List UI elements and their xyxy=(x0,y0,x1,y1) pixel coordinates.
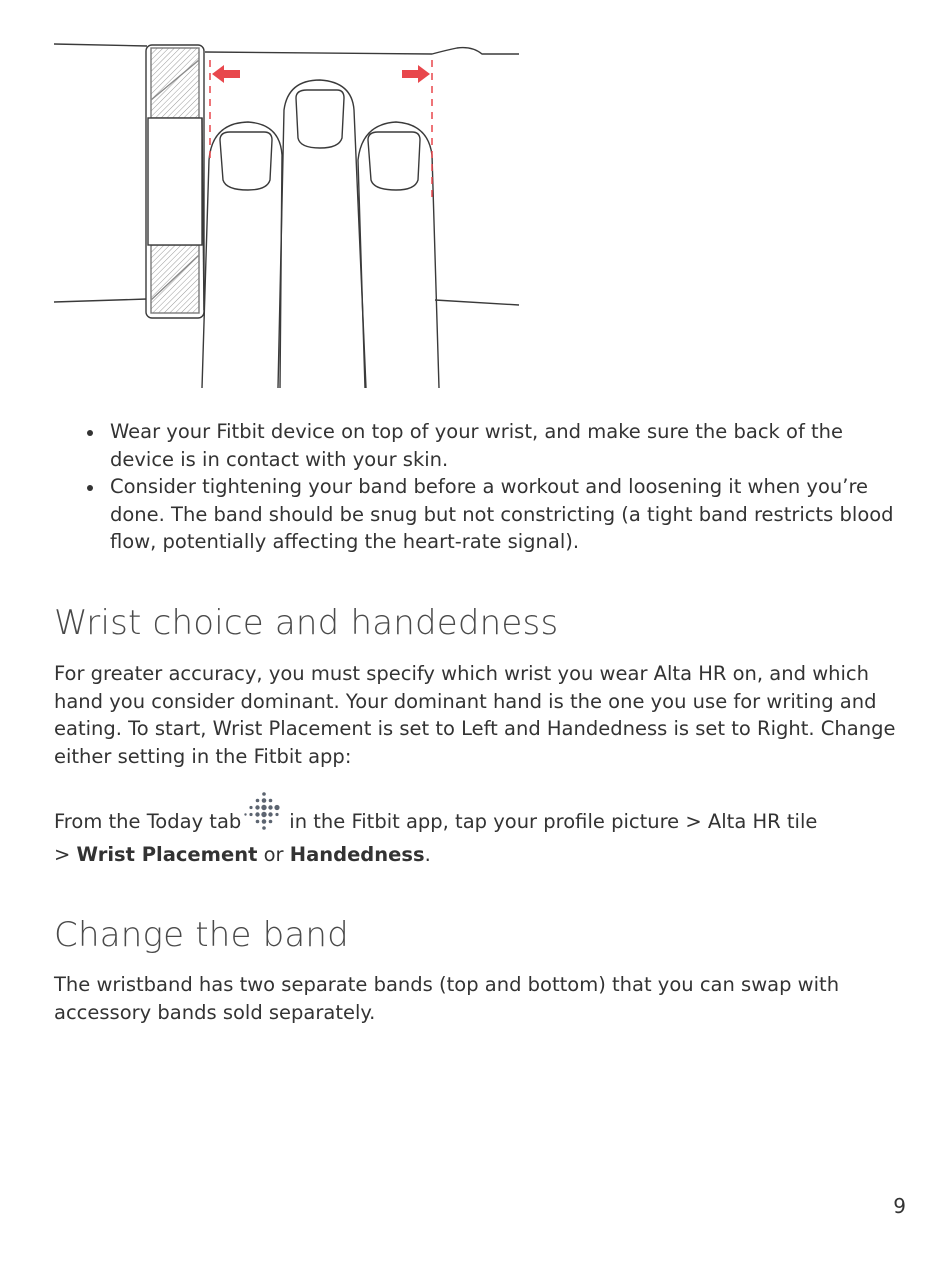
list-item xyxy=(84,473,904,556)
list-item-text: Consider tightening your band before a workout and loosening it when you’re done. The band should be snug but not constricting (a tight band restricts blood flow, potentially affecting the heart-rate signal). xyxy=(110,475,894,553)
wrist-setting-instruction xyxy=(54,790,904,869)
wrist-placement-illustration xyxy=(52,40,522,392)
instruction-middle: in the Fitbit app, tap your profile picture > Alta HR tile xyxy=(289,810,818,833)
bullet-icon xyxy=(87,485,93,491)
right-arrow-icon xyxy=(402,65,430,83)
list-item-text: Wear your Fitbit device on top of your wrist, and make sure the back of the device is in contact with your skin. xyxy=(110,420,844,471)
wrist-choice-paragraph: For greater accuracy, you must specify which wrist you wear Alta HR on, and which hand you consider dominant. Your dominant hand is the one you use for writing and eating. To start, Wrist Placement is set to Left and Handedness is set to Right. Change either setting in the Fitbit app: xyxy=(54,662,896,768)
instruction-gt: > xyxy=(54,843,71,866)
section-heading-wrist-choice: Wrist choice and handedness xyxy=(54,603,559,643)
list-item xyxy=(84,418,904,473)
fitbit-dots-icon xyxy=(243,790,285,832)
handedness-setting: Handedness xyxy=(289,843,425,866)
page-number: 9 xyxy=(893,1194,906,1218)
bullet-icon xyxy=(87,430,93,436)
period: . xyxy=(424,843,431,866)
left-arrow-icon xyxy=(212,65,240,83)
change-band-paragraph: The wristband has two separate bands (top and bottom) that you can swap with accessory bands sold separately. xyxy=(54,973,840,1024)
instruction-prefix: From the Today tab xyxy=(54,810,242,833)
section-heading-change-band: Change the band xyxy=(54,915,349,955)
wrist-placement-setting: Wrist Placement xyxy=(76,843,258,866)
or-text: or xyxy=(263,843,284,866)
tips-list xyxy=(84,418,904,556)
